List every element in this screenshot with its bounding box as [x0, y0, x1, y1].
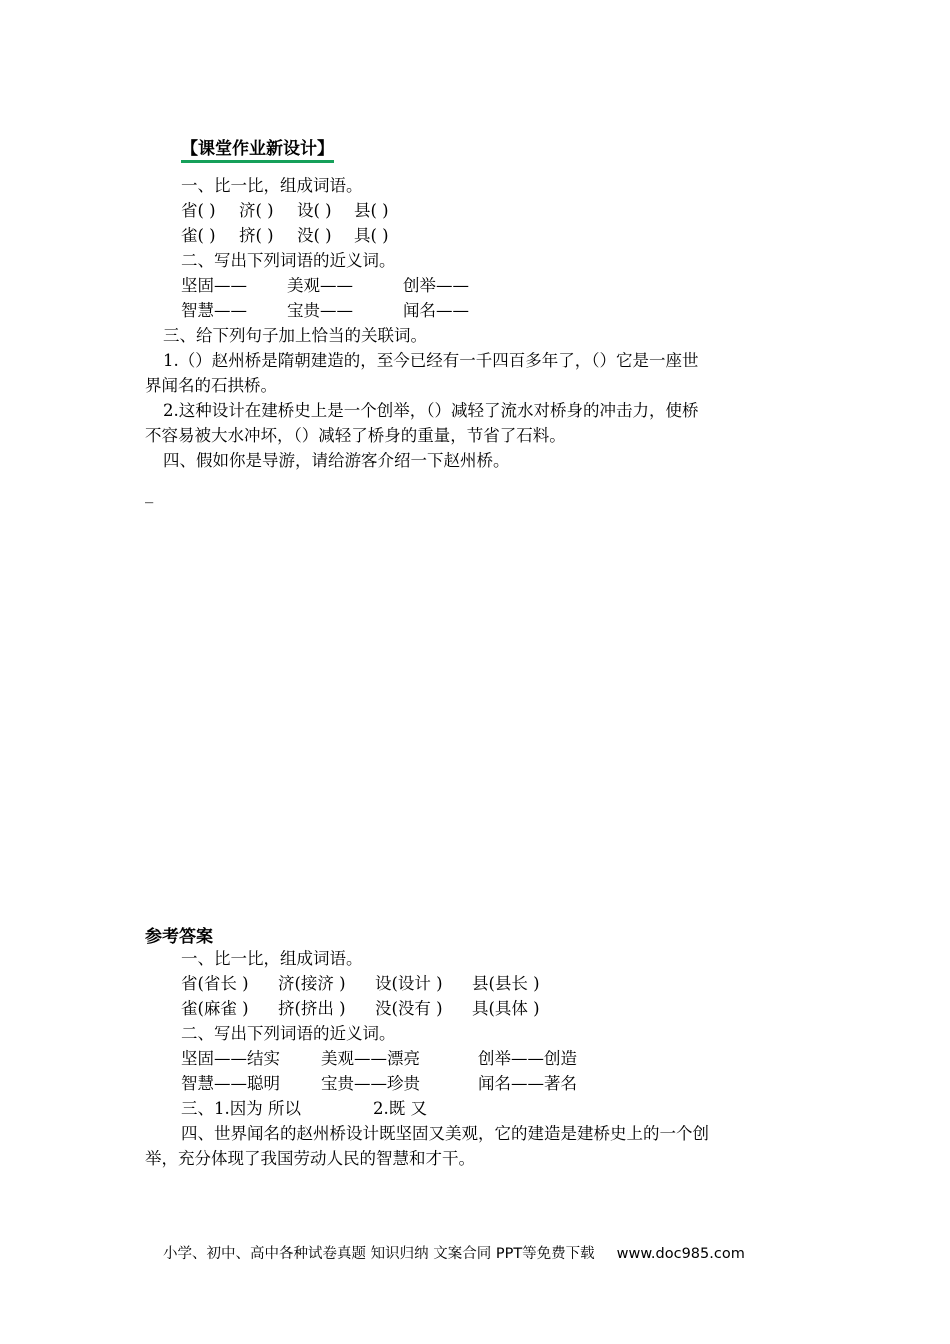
q1-row1-item: 县( ): [354, 201, 389, 220]
a2-row1-item: 美观——漂亮: [321, 1049, 420, 1068]
q1-row2-item: 没( ): [297, 226, 332, 245]
q2-title: 二、写出下列词语的近义词。: [181, 251, 396, 270]
section-heading: 【课堂作业新设计】: [181, 134, 334, 163]
q3-item2-line1: 2.这种设计在建桥史上是一个创举，（）减轻了流水对桥身的冲击力，使桥: [163, 401, 699, 420]
q2-row2-item: 智慧——: [181, 301, 247, 320]
q1-row1-item: 济( ): [239, 201, 274, 220]
a2-row2-item: 智慧——聪明: [181, 1074, 280, 1093]
a1-row1-item: 县(县长 ): [472, 974, 540, 993]
a4-line2: 举，充分体现了我国劳动人民的智慧和才干。: [145, 1149, 475, 1168]
q3-item2-line2: 不容易被大水冲坏，（）减轻了桥身的重量，节省了石料。: [145, 426, 566, 445]
a1-row1: [181, 972, 540, 996]
footer: [163, 1242, 745, 1263]
q2-row2-item: 宝贵——: [287, 301, 353, 320]
a1-row2-item: 具(具体 ): [472, 999, 540, 1018]
a2-row1: [181, 1047, 577, 1071]
answers-title: 参考答案: [145, 927, 213, 947]
q4-title: 四、假如你是导游，请给游客介绍一下赵州桥。: [163, 451, 510, 470]
q2-row2-item: 闻名——: [403, 301, 469, 320]
q1-row1: [181, 199, 389, 223]
a3-part1: 三、1.因为 所以: [181, 1099, 301, 1118]
footer-url[interactable]: www.doc985.com: [616, 1246, 745, 1262]
q3-item1-line2: 界闻名的石拱桥。: [145, 376, 277, 395]
a2-row2: [181, 1072, 577, 1096]
q1-row2: [181, 224, 389, 248]
a3-row: [181, 1097, 427, 1121]
q1-row1-item: 设( ): [297, 201, 332, 220]
q2-row2: [181, 299, 469, 323]
a1-row2-item: 没(没有 ): [375, 999, 443, 1018]
footer-text: 小学、初中、高中各种试卷真题 知识归纳 文案合同 PPT等免费下载: [163, 1246, 595, 1262]
q2-row1-item: 创举——: [403, 276, 469, 295]
a4-line1: 四、世界闻名的赵州桥设计既坚固又美观，它的建造是建桥史上的一个创: [181, 1124, 709, 1143]
a2-row1-item: 坚固——结实: [181, 1049, 280, 1068]
q3-title: 三、给下列句子加上恰当的关联词。: [163, 326, 427, 345]
q1-title: 一、比一比，组成词语。: [181, 176, 363, 195]
a1-row1-item: 省(省长 ): [181, 974, 249, 993]
a2-row1-item: 创举——创造: [478, 1049, 577, 1068]
q2-row1: [181, 274, 469, 298]
a2-row2-item: 闻名——著名: [478, 1074, 577, 1093]
a1-row1-item: 设(设计 ): [375, 974, 443, 993]
a1-row1-item: 济(接济 ): [278, 974, 346, 993]
q1-row2-item: 雀( ): [181, 226, 216, 245]
a1-title: 一、比一比，组成词语。: [181, 949, 363, 968]
a1-row2-item: 挤(挤出 ): [278, 999, 346, 1018]
q2-row1-item: 坚固——: [181, 276, 247, 295]
a1-row2: [181, 997, 540, 1021]
q1-row1-item: 省( ): [181, 201, 216, 220]
q1-row2-item: 具( ): [354, 226, 389, 245]
a1-row2-item: 雀(麻雀 ): [181, 999, 249, 1018]
q1-row2-item: 挤( ): [239, 226, 274, 245]
text-cursor: _: [145, 484, 154, 503]
a3-part2: 2.既 又: [373, 1099, 427, 1118]
q3-item1-line1: 1.（）赵州桥是隋朝建造的，至今已经有一千四百多年了，（）它是一座世: [163, 351, 699, 370]
a2-title: 二、写出下列词语的近义词。: [181, 1024, 396, 1043]
a2-row2-item: 宝贵——珍贵: [321, 1074, 420, 1093]
q2-row1-item: 美观——: [287, 276, 353, 295]
